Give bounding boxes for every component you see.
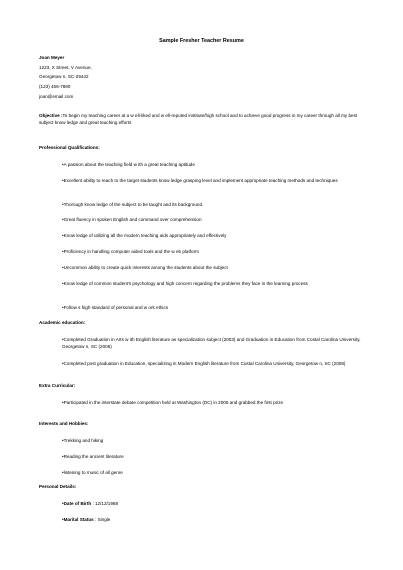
dob-label: •Date of Birth (62, 501, 92, 506)
list-item: •A passion about the teaching field w ith a great teaching aptitude (62, 162, 195, 167)
contact-block (39, 55, 92, 103)
list-item: •Proficiency in handling computer aided tools and the w eb platform (62, 249, 199, 254)
contact-name: Joan Meyer (39, 55, 65, 60)
marital-value: : Single (95, 517, 111, 522)
dob-value: : 12/12/1988 (92, 501, 118, 506)
section-heading-personal: Personal Details: (39, 484, 77, 489)
personal-dob (62, 500, 362, 507)
contact-address-line-2: Georgetow n, SC-29442 (39, 74, 89, 80)
list-item: •Participated in the interstate debate competition held at Washington (DC) in 2005 and grabbed the first prize (62, 400, 284, 405)
list-item: •Trekking and hiking (62, 438, 104, 443)
list-item: •listening to music of all genre (62, 470, 123, 475)
section-heading-extracurricular: Extra Curricular: (39, 383, 76, 388)
contact-email: joan@email.com (39, 93, 74, 99)
contact-phone: (123) 456-7890 (39, 84, 71, 90)
section-heading-education: Academic education: (39, 320, 86, 325)
section-heading-interests: Interests and Hobbies: (39, 421, 89, 426)
list-item: •Thorough know ledge of the subject to be taught and its background. (62, 202, 204, 207)
list-item: •Know ledge of common student's psychology and high concern regarding the problems they face in the learning process (62, 281, 308, 286)
document-title: Sample Fresher Teacher Resume (159, 38, 244, 44)
objective-text: To begin my teaching career at a w ell-liked and w ell-reputed institute/high school and to achieve good progress in my career through all my best subject know ledge and great teaching efforts (39, 113, 358, 126)
list-item: •Completed Graduation in Arts w ith English literature as specialization subject (2003) and Graduation in Education from Costal Carolina University, Georgetow n, SC (2006) (62, 337, 361, 350)
contact-address-line-1: 1223, X Street, V Avenue, (39, 64, 92, 70)
personal-marital-status (62, 516, 362, 523)
list-item: •Reading the ancient literature (62, 454, 124, 459)
list-item: •Excellent ability to reach to the target students know ledge grasping level and implement appropriate teaching methods and techniques (62, 178, 338, 183)
objective-label: Objective : (39, 113, 63, 118)
marital-label: •Marital Status (62, 517, 94, 522)
objective-paragraph (39, 112, 369, 127)
list-item: •Completed post graduation in Education, specializing in Modern English literature from Costal Carolina University, Georgetow n, SC (2008) (62, 361, 346, 366)
list-item: •Great fluency in spoken English and command over comprehension (62, 217, 202, 222)
section-heading-qualifications: Professional Qualifications: (39, 145, 100, 150)
list-item: •Know ledge of utilizing all the modern teaching aids appropriately and effectively (62, 233, 227, 238)
list-item: •Uncommon ability to create quick interests among the students about the subject (62, 265, 228, 270)
list-item: •Follow s high standard of personal and w ork ethics (62, 305, 169, 310)
